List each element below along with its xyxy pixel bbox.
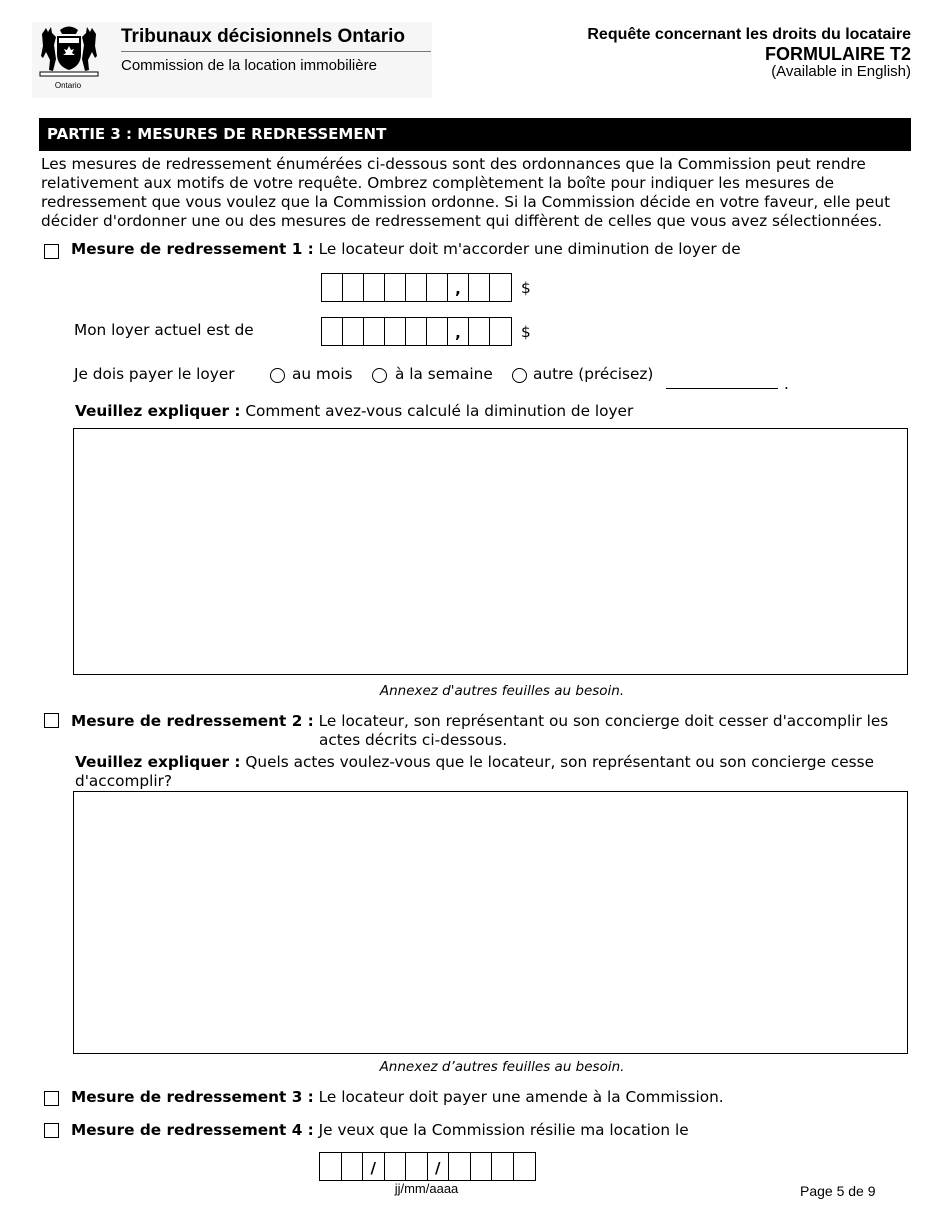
title-divider [121, 51, 431, 52]
remedy4-text: Je veux que la Commission résilie ma location le [318, 1121, 689, 1139]
currency-symbol: $ [521, 323, 531, 341]
remedy4-line [71, 1121, 689, 1139]
remedy1-label: Mesure de redressement 1 : [71, 240, 314, 258]
remedy4-label: Mesure de redressement 4 : [71, 1121, 314, 1139]
page-number: Page 5 de 9 [800, 1183, 876, 1199]
ontario-label: Ontario [54, 81, 82, 90]
remedy4-checkbox[interactable] [44, 1123, 59, 1138]
remedy2-label: Mesure de redressement 2 : [71, 712, 314, 730]
radio-monthly-label: au mois [292, 365, 353, 383]
other-specify-field[interactable] [666, 388, 778, 389]
radio-other[interactable] [512, 368, 527, 383]
form-language-note: (Available in English) [771, 63, 911, 80]
date-format-hint: jj/mm/aaaa [394, 1181, 459, 1196]
org-subtitle: Commission de la location immobilière [121, 57, 377, 74]
remedy2-explanation-textarea[interactable] [73, 791, 908, 1054]
remedy3-text: Le locateur doit payer une amende à la Commission. [318, 1088, 724, 1106]
attach-note: Annexez d’autres feuilles au besoin. [379, 1059, 625, 1075]
current-rent-amount-field[interactable]: , [321, 317, 512, 346]
termination-date-field[interactable]: / / [319, 1152, 536, 1181]
form-title: Requête concernant les droits du locataire [587, 26, 911, 43]
rent-reduction-amount-field[interactable]: , [321, 273, 512, 302]
section-intro: Les mesures de redressement énumérées ci-dessous sont des ordonnances que la Commission peut rendre relativement aux motifs de votre requête. Ombrez complètement la boîte pour indiquer les mesures de redressement que vous voulez que la Commission ordonne. Si la Commission décide en votre faveur, elle peut décider d'ordonner une ou des mesures de redressement qui diffèrent de celles que vous avez sélectionnées. [41, 155, 891, 230]
remedy2-text-line1: Le locateur, son représentant ou son concierge doit cesser d'accomplir les [318, 712, 889, 730]
explain-text: Comment avez-vous calculé la diminution de loyer [245, 402, 634, 420]
attach-note: Annexez d'autres feuilles au besoin. [379, 683, 625, 699]
radio-other-label: autre (précisez) [533, 365, 654, 383]
remedy3-line [71, 1088, 724, 1106]
remedy1-explain [75, 402, 633, 420]
remedy2-text-line2: actes décrits ci-dessous. [319, 731, 508, 749]
currency-symbol: $ [521, 279, 531, 297]
radio-weekly-label: à la semaine [395, 365, 493, 383]
remedy1-checkbox[interactable] [44, 244, 59, 259]
remedy3-checkbox[interactable] [44, 1091, 59, 1106]
radio-weekly[interactable] [372, 368, 387, 383]
remedy2-explain [75, 753, 874, 771]
radio-monthly[interactable] [270, 368, 285, 383]
remedy2-checkbox[interactable] [44, 713, 59, 728]
period-dot: . [784, 375, 789, 393]
form-number: FORMULAIRE T2 [765, 44, 911, 64]
remedy3-label: Mesure de redressement 3 : [71, 1088, 314, 1106]
section-title-bar: PARTIE 3 : MESURES DE REDRESSEMENT [39, 118, 911, 151]
explain-text-line1: Quels actes voulez-vous que le locateur, son représentant ou son concierge cesse [245, 753, 875, 771]
remedy2-line [71, 712, 888, 730]
explain-label: Veuillez expliquer : [75, 402, 241, 420]
remedy1-line [71, 240, 741, 258]
remedy1-explanation-textarea[interactable] [73, 428, 908, 675]
current-rent-label: Mon loyer actuel est de [74, 321, 254, 339]
ontario-coat-of-arms-icon [36, 24, 102, 84]
explain-text-line2: d'accomplir? [75, 772, 172, 790]
pay-rent-label: Je dois payer le loyer [74, 365, 235, 383]
explain-label: Veuillez expliquer : [75, 753, 241, 771]
remedy1-text: Le locateur doit m'accorder une diminution de loyer de [318, 240, 741, 258]
org-title: Tribunaux décisionnels Ontario [121, 26, 405, 47]
